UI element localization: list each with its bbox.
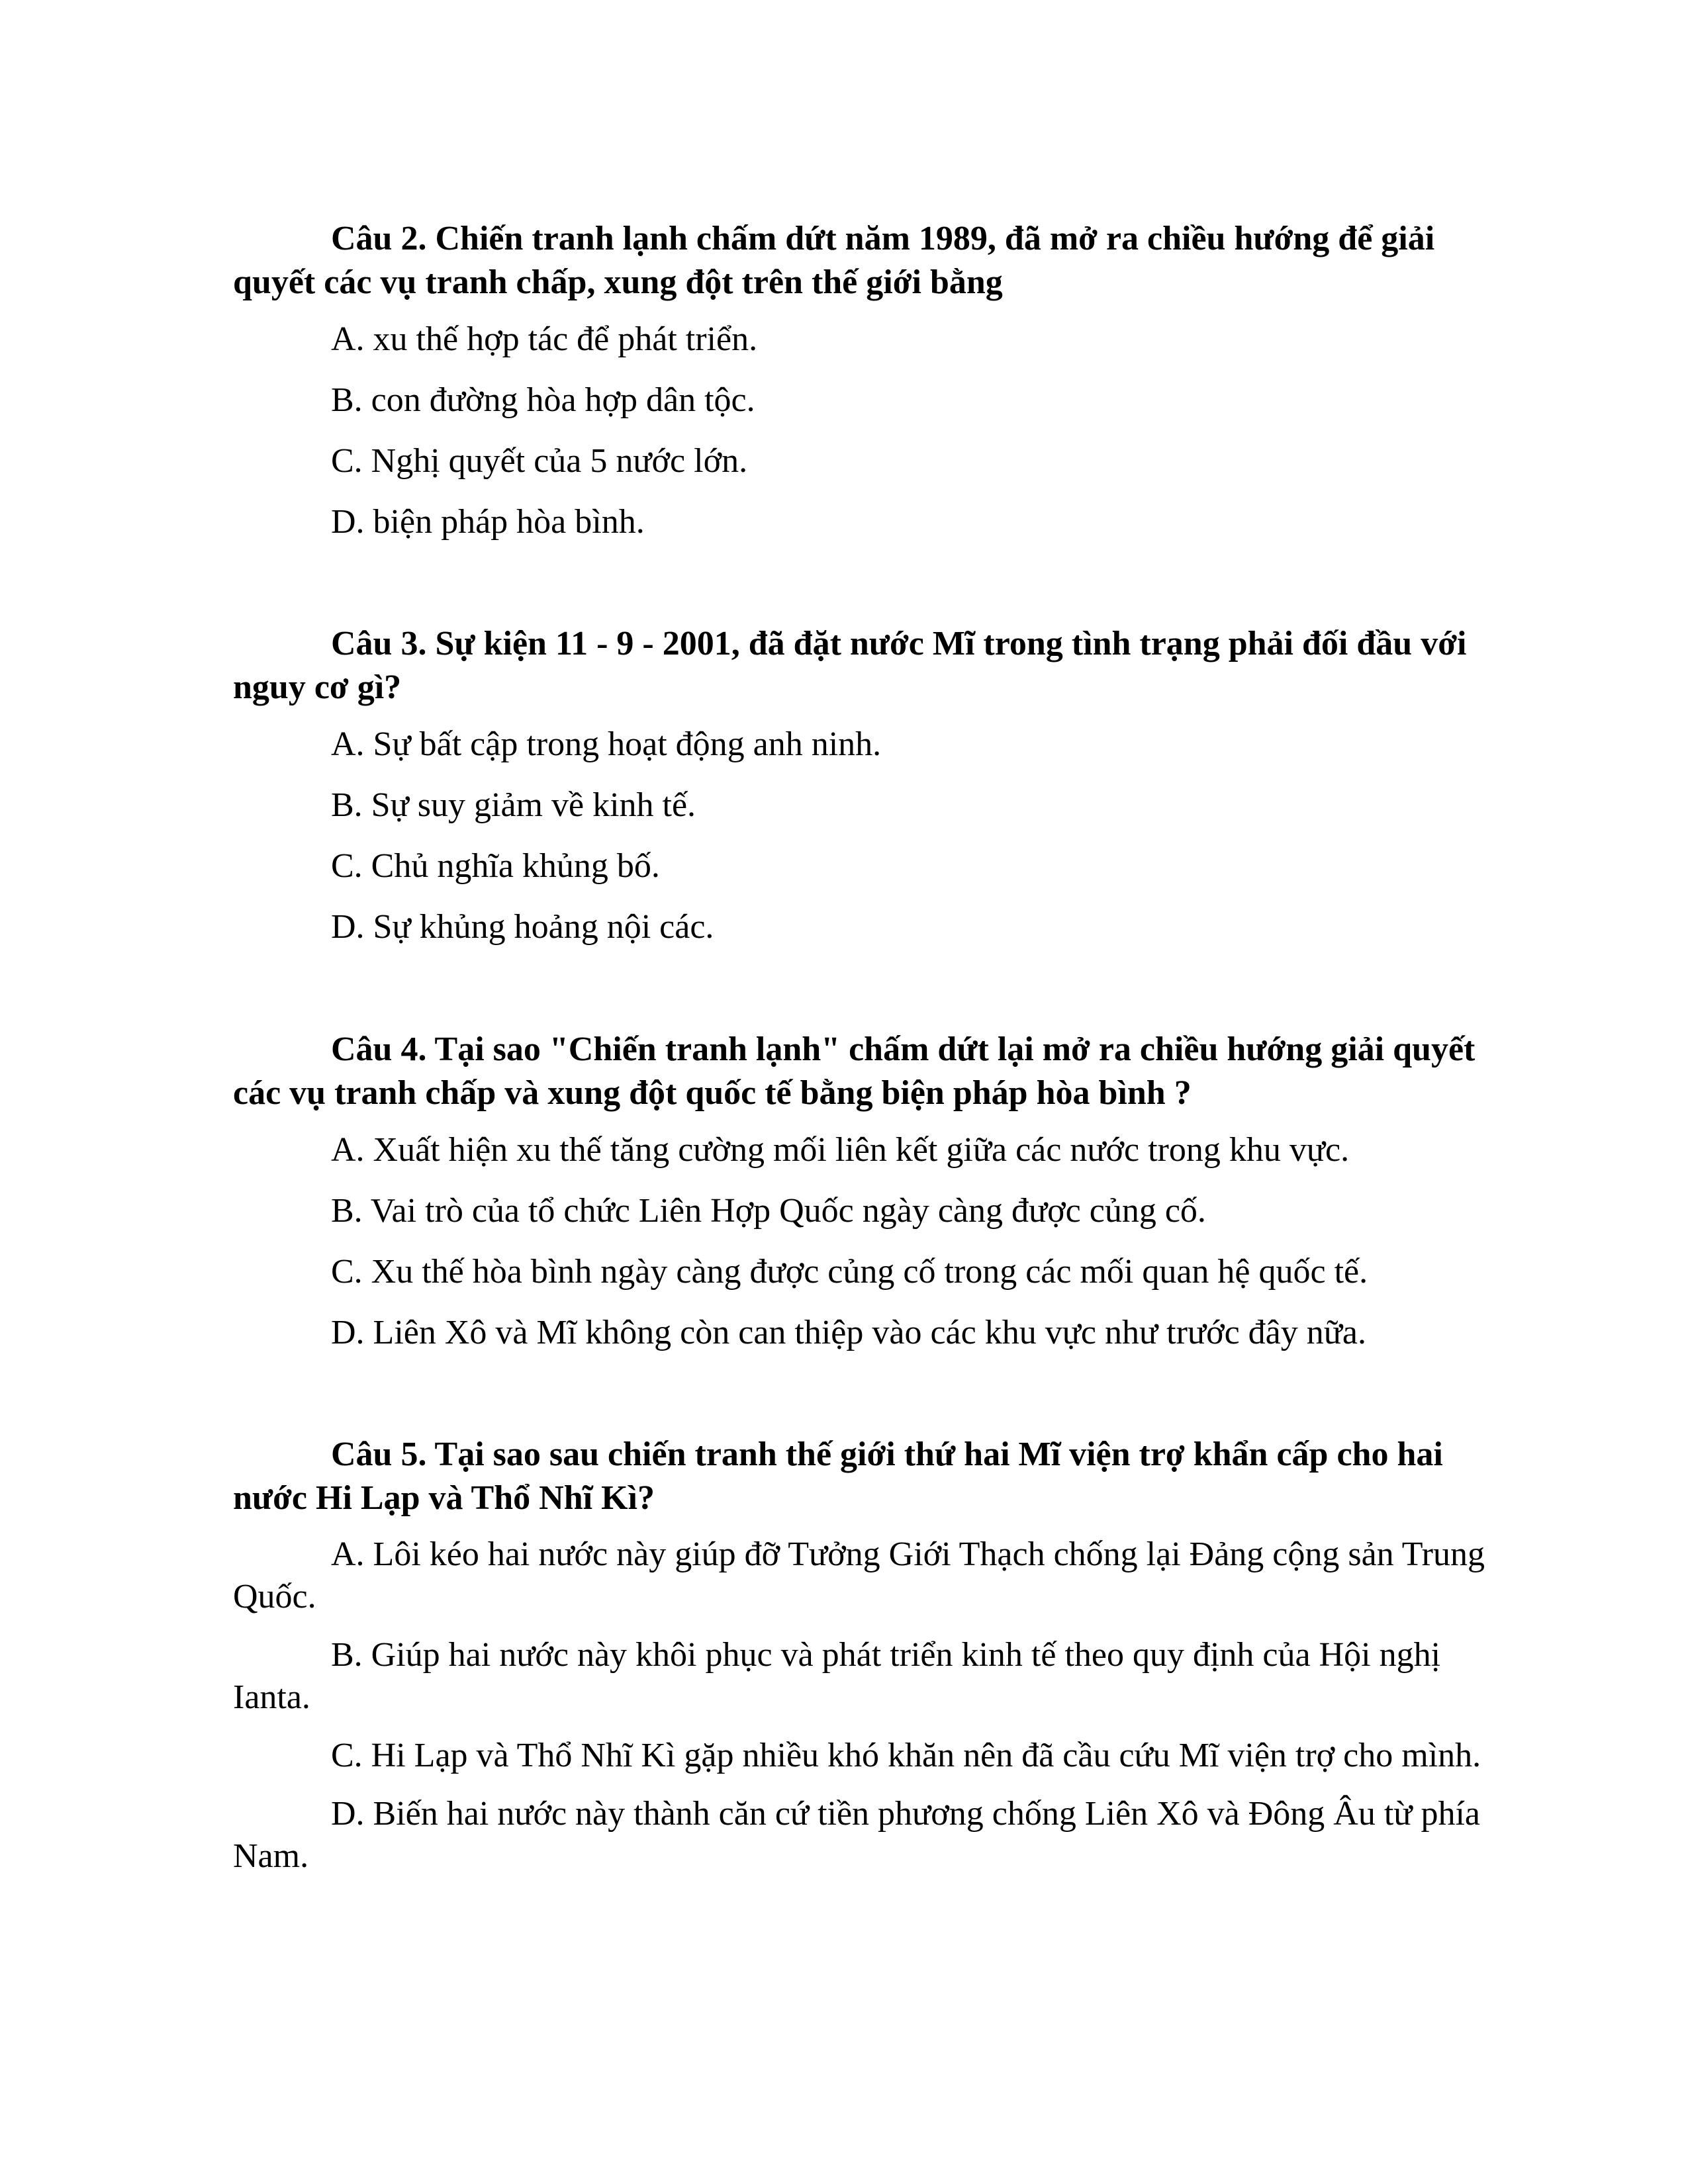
answer-option-b: B. con đường hòa hợp dân tộc. xyxy=(331,381,755,419)
question-3 xyxy=(233,622,1524,966)
answer-option-c: C. Chủ nghĩa khủng bố. xyxy=(331,847,660,885)
question-stem: Câu 4. Tại sao "Chiến tranh lạnh" chấm dứt lại mở ra chiều hướng giải quyết các vụ tranh chấp và xung đột quốc tế bằng biện pháp hòa bình ? xyxy=(233,1030,1476,1112)
answer-option-a: A. Lôi kéo hai nước này giúp đỡ Tưởng Giới Thạch chống lại Đảng cộng sản Trung Quốc. xyxy=(233,1535,1485,1615)
answer-option-b: B. Vai trò của tổ chức Liên Hợp Quốc ngày càng được củng cố. xyxy=(331,1192,1206,1230)
answer-option-c: C. Hi Lạp và Thổ Nhĩ Kì gặp nhiều khó khăn nên đã cầu cứu Mĩ viện trợ cho mình. xyxy=(331,1737,1481,1774)
question-5 xyxy=(233,1433,1524,1893)
question-stem: Câu 3. Sự kiện 11 - 9 - 2001, đã đặt nước Mĩ trong tình trạng phải đối đầu với nguy cơ gì? xyxy=(233,625,1467,706)
answer-option-b: B. Giúp hai nước này khôi phục và phát triển kinh tế theo quy định của Hội nghị Ianta. xyxy=(233,1636,1441,1716)
answer-option-c: C. Nghị quyết của 5 nước lớn. xyxy=(331,442,748,480)
answer-option-d: D. Biến hai nước này thành căn cứ tiền phương chống Liên Xô và Đông Âu từ phía Nam. xyxy=(233,1795,1481,1875)
answer-option-d: D. Liên Xô và Mĩ không còn can thiệp vào các khu vực như trước đây nữa. xyxy=(331,1314,1367,1351)
answer-option-c: C. Xu thế hòa bình ngày càng được củng cố trong các mối quan hệ quốc tế. xyxy=(331,1253,1368,1291)
question-2 xyxy=(233,217,1524,561)
question-stem: Câu 5. Tại sao sau chiến tranh thế giới thứ hai Mĩ viện trợ khẩn cấp cho hai nước Hi Lạp và Thổ Nhĩ Kì? xyxy=(233,1435,1443,1517)
answer-option-a: A. Sự bất cập trong hoạt động anh ninh. xyxy=(331,725,882,763)
question-stem: Câu 2. Chiến tranh lạnh chấm dứt năm 1989, đã mở ra chiều hướng để giải quyết các vụ tranh chấp, xung đột trên thế giới bằng xyxy=(233,220,1435,301)
question-4 xyxy=(233,1028,1524,1372)
answer-option-d: D. Sự khủng hoảng nội các. xyxy=(331,908,714,946)
answer-option-a: A. Xuất hiện xu thế tăng cường mối liên kết giữa các nước trong khu vực. xyxy=(331,1131,1350,1169)
answer-option-a: A. xu thế hợp tác để phát triển. xyxy=(331,320,758,358)
answer-option-d: D. biện pháp hòa bình. xyxy=(331,503,645,541)
answer-option-b: B. Sự suy giảm về kinh tế. xyxy=(331,786,696,824)
